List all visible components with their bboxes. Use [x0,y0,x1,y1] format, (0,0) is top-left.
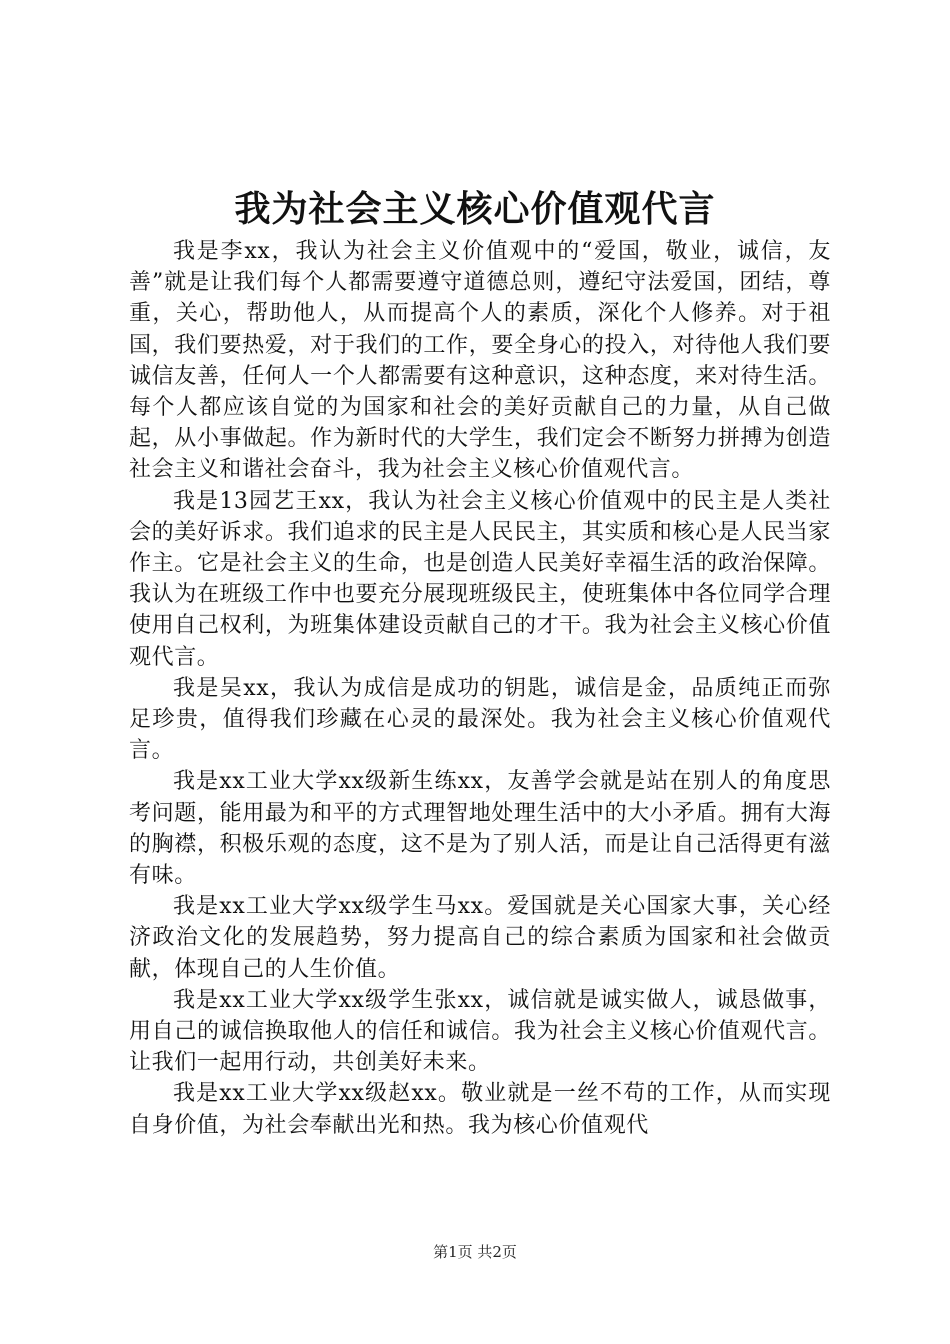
document-body [129,236,831,1141]
paragraph-1: 我是李xx，我认为社会主义价值观中的“爱国，敬业，诚信，友善”就是让我们每个人都需要遵守道德总则，遵纪守法爱国，团结，尊重，关心，帮助他人，从而提高个人的素质，深化个人修养。对于祖国，我们要热爱，对于我们的工作，要全身心的投入，对待他人我们要诚信友善，任何人一个人都需要有这种意识，这种态度，来对待生活。每个人都应该自觉的为国家和社会的美好贡献自己的力量，从自己做起，从小事做起。作为新时代的大学生，我们定会不断努力拼搏为创造社会主义和谐社会奋斗，我为社会主义核心价值观代言。 [129,239,831,483]
paragraph-4: 我是xx工业大学xx级新生练xx，友善学会就是站在别人的角度思考问题，能用最为和平的方式理智地处理生活中的大小矛盾。拥有大海的胸襟，积极乐观的态度，这不是为了别人活，而是让自己活得更有滋有味。 [129,769,831,889]
page-footer: 第1页 共2页 [433,1243,517,1261]
paragraph-5: 我是xx工业大学xx级学生马xx。爱国就是关心国家大事，关心经济政治文化的发展趋势，努力提高自己的综合素质为国家和社会做贡献，体现自己的人生价值。 [129,894,831,982]
paragraph-7: 我是xx工业大学xx级赵xx。敬业就是一丝不苟的工作，从而实现自身价值，为社会奉献出光和热。我为核心价值观代 [129,1081,831,1138]
paragraph-6: 我是xx工业大学xx级学生张xx，诚信就是诚实做人，诚恳做事，用自己的诚信换取他人的信任和诚信。我为社会主义核心价值观代言。让我们一起用行动，共创美好未来。 [129,987,831,1076]
paragraph-2: 我是13园艺王xx，我认为社会主义核心价值观中的民主是人类社会的美好诉求。我们追求的民主是人民民主，其实质和核心是人民当家作主。它是社会主义的生命，也是创造人民美好幸福生活的政治保障。我认为在班级工作中也要充分展现班级民主，使班集体中各位同学合理使用自己权利，为班集体建设贡献自己的才干。我为社会主义核心价值观代言。 [129,488,831,670]
paragraph-3: 我是吴xx，我认为成信是成功的钥匙，诚信是金，品质纯正而弥足珍贵，值得我们珍藏在心灵的最深处。我为社会主义核心价值观代言。 [129,675,831,764]
document-title: 我为社会主义核心价值观代言 [234,188,716,230]
